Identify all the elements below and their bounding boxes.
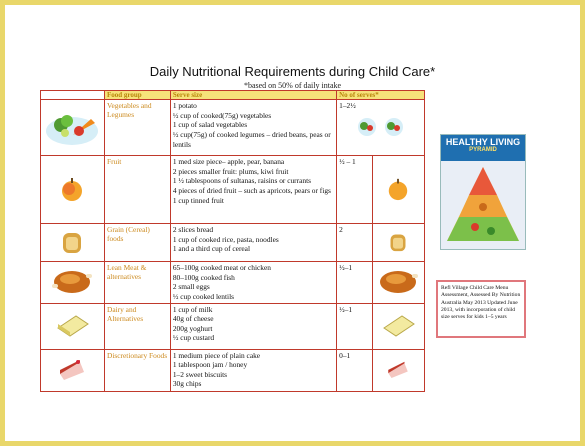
page-title: Daily Nutritional Requirements during Child Care* xyxy=(149,64,436,79)
header-blank xyxy=(41,91,105,100)
serve-size-cell xyxy=(170,156,336,224)
serve-line: 1–2 sweet biscuits xyxy=(172,369,228,379)
serve-line: 1 medium piece of plain cake xyxy=(172,350,261,360)
serves-count-cell: ½–1 xyxy=(337,262,373,304)
row-image-cell xyxy=(41,156,105,224)
apple-icon xyxy=(59,176,85,202)
bread-icon xyxy=(388,230,408,254)
serve-size-cell xyxy=(170,303,336,349)
serve-line: 1 med size piece– apple, pear, banana xyxy=(172,157,285,166)
serve-line: 2 small eggs xyxy=(172,282,210,292)
pyramid-icon xyxy=(441,161,525,249)
serves-count-cell xyxy=(337,100,425,156)
table-row xyxy=(41,100,425,156)
food-group-cell: Dairy and Alternatives xyxy=(104,303,170,349)
apple-icon xyxy=(386,177,410,201)
serve-line: 80–100g cooked fish xyxy=(172,272,235,282)
roast-chicken-icon xyxy=(50,266,94,296)
food-group-cell: Vegetables and Legumes xyxy=(104,100,170,156)
vegetables-icon xyxy=(381,117,407,137)
serve-line: 40g of cheese xyxy=(172,314,214,324)
serve-line: ½ cup of cooked(75g) vegetables xyxy=(172,110,272,120)
table-row xyxy=(41,349,425,391)
serve-line: 4 pieces of dried fruit – such as apricots, pears or figs xyxy=(172,185,331,195)
poster-title xyxy=(441,138,525,154)
row-image-cell xyxy=(41,303,105,349)
nutrition-table xyxy=(40,90,425,392)
table-row xyxy=(41,156,425,224)
cheese-icon xyxy=(380,312,416,338)
food-group-cell: Lean Meat & alternatives xyxy=(104,262,170,304)
table-header-row xyxy=(41,91,425,100)
serve-size-cell xyxy=(170,224,336,262)
serve-line: ½ cup(75g) of cooked legumes – dried beans, peas or lentils xyxy=(172,129,331,149)
serves-image-cell xyxy=(372,224,424,262)
serve-size-cell xyxy=(170,349,336,391)
serve-line: 200g yoghurt xyxy=(172,323,213,333)
serve-line: 1 cup of cooked rice, pasta, noodles xyxy=(172,234,279,244)
serves-count-cell: 0–1 xyxy=(337,349,373,391)
serve-size-cell xyxy=(170,100,336,156)
table-row xyxy=(41,224,425,262)
serve-line: 2 pieces smaller fruit: plums, kiwi fruit xyxy=(172,166,289,176)
table-row xyxy=(41,262,425,304)
serve-size-cell xyxy=(170,262,336,304)
row-image-cell xyxy=(41,262,105,304)
vegetables-icon xyxy=(354,117,380,137)
serve-line: ½ cup custard xyxy=(172,333,215,343)
serves-image-cell xyxy=(372,156,424,224)
serve-line: 2 slices bread xyxy=(172,225,214,234)
serve-line: ½ cup cooked lentils xyxy=(172,291,235,301)
serve-line: 1 tablespoon jam / honey xyxy=(172,360,248,370)
serves-count-cell: ½–1 xyxy=(337,303,373,349)
serves-image-cell xyxy=(372,262,424,304)
serve-line: 30g chips xyxy=(172,379,202,389)
bread-icon xyxy=(60,229,84,255)
serve-line: 1 cup of salad vegetables xyxy=(172,120,248,130)
food-group-cell: Discretionary Foods xyxy=(104,349,170,391)
serve-line: 1 cup of milk xyxy=(172,304,213,314)
vegetables-icon xyxy=(43,105,101,149)
food-group-cell: Grain (Cereal) foods xyxy=(104,224,170,262)
serves-count-cell: 2 xyxy=(337,224,373,262)
row-image-cell xyxy=(41,100,105,156)
header-no-of-serves: No of serves* xyxy=(337,91,425,100)
food-group-cell: Fruit xyxy=(104,156,170,224)
table-row xyxy=(41,303,425,349)
serve-line: 1 and a third cup of cereal xyxy=(172,244,251,254)
serve-line: 1 cup tinned fruit xyxy=(172,195,224,205)
cheese-icon xyxy=(54,312,90,338)
row-image-cell xyxy=(41,349,105,391)
serve-line: 1 potato xyxy=(172,101,197,110)
cake-icon xyxy=(385,358,411,380)
poster-title-line2: PYRAMID xyxy=(469,147,497,154)
serves-count-cell: ½ – 1 xyxy=(337,156,373,224)
page-subtitle: *based on 50% of daily intake xyxy=(243,81,342,90)
serve-line: 1 ½ tablespoons of sultanas, raisins or currants xyxy=(172,176,311,186)
header-serve-size: Serve size xyxy=(170,91,336,100)
poster-title-line1: HEALTHY LIVING xyxy=(445,137,521,147)
cake-icon xyxy=(56,356,88,382)
header-food-group: Food group xyxy=(104,91,170,100)
assessment-note: Refl Village Child Care Menu Assessment, Assessed By Nutrition Australia May 2013 Updated June 2013, with incorporation of child size serves for kids 1–5 years xyxy=(436,280,526,338)
serve-line: 65–100g cooked meat or chicken xyxy=(172,263,271,272)
serves-image-cell xyxy=(372,303,424,349)
roast-chicken-icon xyxy=(376,266,420,296)
healthy-living-pyramid-poster xyxy=(440,134,526,250)
serves-image-cell xyxy=(372,349,424,391)
row-image-cell xyxy=(41,224,105,262)
serves-count: 1–2½ xyxy=(339,101,356,110)
